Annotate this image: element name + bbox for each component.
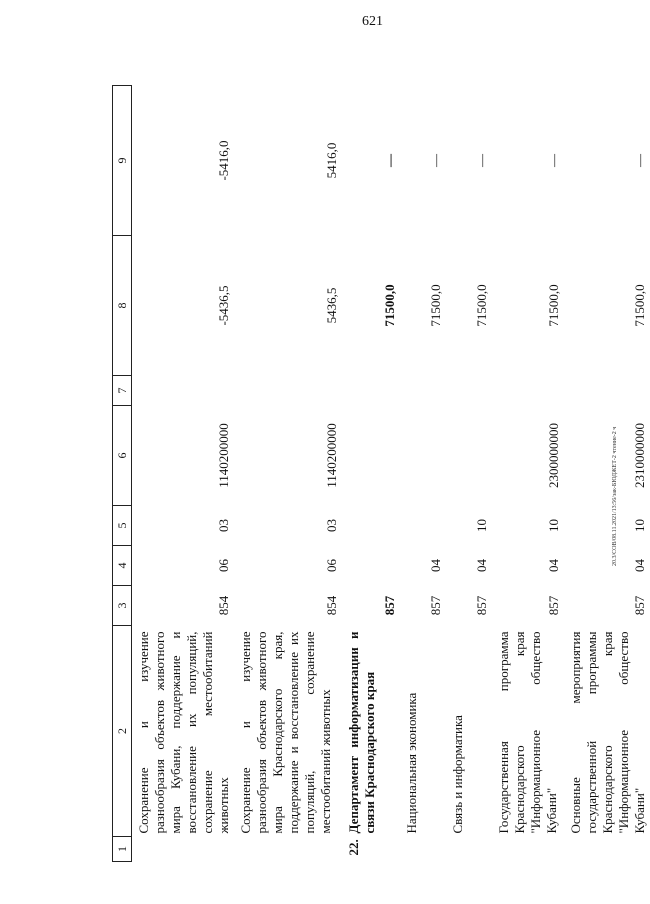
cell-c5: 03	[216, 519, 231, 532]
cell-c8: 71500,0	[474, 284, 489, 327]
cell-c6: 2310000000	[632, 423, 647, 488]
table-row	[132, 86, 235, 862]
footer-code-text: 20.3/COВ/08.11.2021/13:56/зак-БЮДЖЕТ-2 чтение-2 ч	[612, 426, 618, 566]
column-number-row	[113, 86, 132, 862]
cell-c4: 04	[632, 559, 647, 572]
cell-c9: —	[474, 154, 489, 167]
row-description: Связь и информатика	[450, 715, 465, 834]
row-description: Сохранение и изучение разнообразия объектов животного мира Краснодарского края, поддержание и восстановление их популяций, сохранение местообитаний животных	[238, 631, 333, 834]
row-description: Департамент информатизации и связи Краснодарского края	[346, 631, 377, 834]
cell-c7	[234, 376, 342, 406]
cell-c8: 71500,0	[382, 284, 397, 327]
cell-c9: —	[428, 154, 443, 167]
cell-c7	[446, 376, 492, 406]
column-number-7: 7	[113, 376, 132, 406]
cell-c4: 06	[216, 559, 231, 572]
cell-c8: -5436,5	[216, 285, 231, 326]
cell-c6	[446, 406, 492, 506]
row-description: Сохранение и изучение разнообразия объектов животного мира Кубани, поддержание и восстановление их популяций, сохранение местообитаний животных	[136, 631, 231, 834]
column-number-8: 8	[113, 236, 132, 376]
cell-c5: 10	[546, 519, 561, 532]
cell-c6	[400, 406, 446, 506]
row-description: Национальная экономика	[404, 692, 419, 834]
cell-c5	[400, 506, 446, 546]
row-description-cell	[342, 626, 400, 862]
row-number: 22.	[346, 839, 361, 856]
cell-c3: 857	[632, 595, 647, 616]
row-number	[404, 838, 420, 856]
row-description-cell	[400, 626, 446, 862]
row-description: Государственная программа Краснодарского края "Информационное общество Кубани"	[496, 631, 559, 834]
column-number-3: 3	[113, 586, 132, 626]
table-row	[492, 86, 564, 862]
cell-c3: 857	[474, 595, 489, 616]
row-number	[238, 838, 334, 856]
column-number-6: 6	[113, 406, 132, 506]
column-number-2: 2	[115, 728, 129, 734]
cell-c7	[132, 376, 235, 406]
row-description-cell	[492, 626, 564, 862]
cell-c4: 06	[324, 559, 339, 572]
cell-c8: 71500,0	[546, 284, 561, 327]
cell-c3: 854	[324, 595, 339, 616]
cell-c9: —	[382, 154, 397, 167]
budget-table	[112, 85, 650, 862]
cell-c9: —	[632, 154, 647, 167]
row-number	[496, 838, 560, 856]
column-number	[113, 626, 132, 862]
column-number-1: 1	[113, 836, 131, 861]
cell-c4: 04	[546, 559, 561, 572]
cell-c7	[342, 376, 400, 406]
row-description-cell	[234, 626, 342, 862]
cell-c7	[492, 376, 564, 406]
table-row	[564, 86, 650, 862]
row-number	[568, 838, 648, 856]
row-description-cell	[446, 626, 492, 862]
cell-c5	[342, 506, 400, 546]
row-description-cell	[132, 626, 235, 862]
cell-c9: —	[546, 154, 561, 167]
table-body	[132, 86, 650, 862]
cell-c3: 857	[546, 595, 561, 616]
page-number: 621	[362, 14, 383, 29]
cell-c8: 5436,5	[324, 287, 339, 324]
row-number	[450, 838, 466, 856]
column-number-5: 5	[113, 506, 132, 546]
row-number	[136, 838, 232, 856]
cell-c5: 10	[632, 519, 647, 532]
cell-c6: 1140200000	[324, 423, 339, 488]
column-number-4: 4	[113, 546, 132, 586]
row-description: Основные мероприятия государственной программы Краснодарского края "Информационное общество Кубани"	[568, 631, 647, 834]
cell-c3: 857	[382, 595, 397, 616]
table-row	[400, 86, 446, 862]
cell-c6: 1140200000	[216, 423, 231, 488]
cell-c3: 854	[216, 595, 231, 616]
cell-c4: 04	[474, 559, 489, 572]
cell-c6: 2300000000	[546, 423, 561, 488]
table-row	[446, 86, 492, 862]
cell-c9: -5416,0	[216, 140, 231, 181]
cell-c7	[400, 376, 446, 406]
cell-c9: 5416,0	[324, 142, 339, 179]
cell-c7	[564, 376, 650, 406]
table-row	[234, 86, 342, 862]
cell-c6	[342, 406, 400, 506]
cell-c5: 03	[324, 519, 339, 532]
cell-c8: 71500,0	[428, 284, 443, 327]
cell-c8: 71500,0	[632, 284, 647, 327]
cell-c3: 857	[428, 595, 443, 616]
cell-c5: 10	[474, 519, 489, 532]
cell-c4: 04	[428, 559, 443, 572]
column-number-9: 9	[113, 86, 132, 236]
table-row	[342, 86, 400, 862]
cell-c4	[342, 546, 400, 586]
row-description-cell	[564, 626, 650, 862]
